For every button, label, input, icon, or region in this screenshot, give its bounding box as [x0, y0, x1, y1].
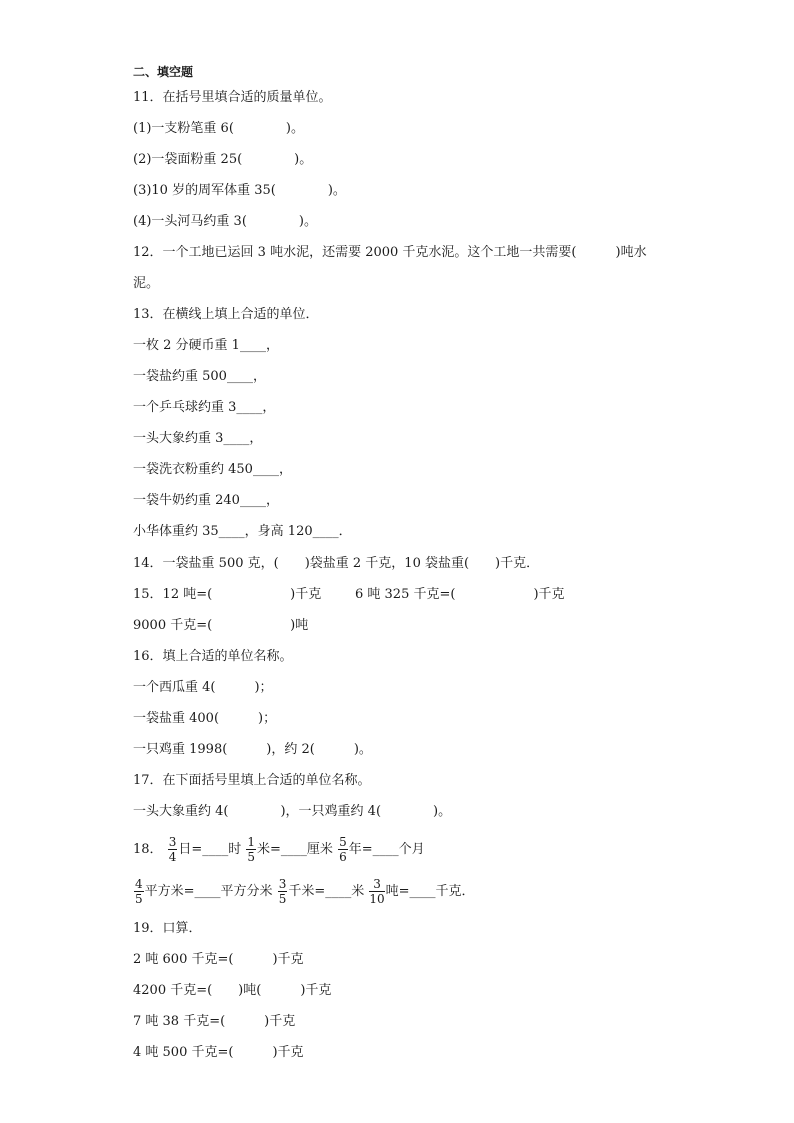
q15-part-b: 6 吨 325 千克=( )千克	[355, 587, 565, 602]
q15-part-a: 15．12 吨=( )千克	[133, 587, 322, 602]
q11-item: (3)10 岁的周军体重 35( )。	[133, 183, 346, 198]
q18-term	[133, 877, 277, 906]
q14-text: 14．一袋盐重 500 克，( )袋盐重 2 千克，10 袋盐重( )千克．	[133, 556, 540, 571]
q15-part-c: 9000 千克=( )吨	[133, 618, 309, 633]
q16-item: 一个西瓜重 4( )；	[133, 680, 273, 695]
q18-term-text: 吨=____千克．	[385, 884, 475, 899]
q11-item: (1)一支粉笔重 6( )。	[133, 121, 304, 136]
q18-term	[167, 835, 246, 864]
q19-stem: 19．口算．	[133, 921, 202, 936]
fraction: $\frac{5}{6}$	[339, 835, 347, 864]
q18-term-text: 千米=____米	[288, 884, 365, 899]
q13-item: 一袋盐约重 500____，	[133, 369, 266, 384]
q13-stem: 13．在横线上填上合适的单位．	[133, 307, 319, 322]
q13-item: 一头大象约重 3____，	[133, 431, 263, 446]
q18-term-text: 平方米=____平方分米	[144, 884, 273, 899]
q18-term-text: 年=____个月	[348, 842, 425, 857]
q18-row2	[133, 872, 475, 912]
q13-item: 一袋洗衣粉重约 450____，	[133, 462, 292, 477]
fraction: $\frac{3}{10}$	[369, 877, 385, 906]
q13-item: 一枚 2 分硬币重 1____，	[133, 338, 279, 353]
q13-item: 一袋牛奶约重 240____，	[133, 493, 279, 508]
q19-item: 4200 千克=( )吨( )千克	[133, 983, 332, 998]
q12-line2: 泥。	[133, 276, 160, 291]
q19-item: 7 吨 38 千克=( )千克	[133, 1014, 296, 1029]
q18-term-text: 日=____时	[178, 842, 242, 857]
q18-term	[368, 877, 475, 906]
fraction: $\frac{4}{5}$	[135, 877, 143, 906]
q16-item: 一只鸡重 1998( )，约 2( )。	[133, 742, 372, 757]
q13-item: 小华体重约 35____，身高 120____．	[133, 524, 352, 539]
q17-stem: 17．在下面括号里填上合适的单位名称。	[133, 773, 371, 788]
fraction: $\frac{3}{4}$	[168, 835, 177, 864]
q19-item: 4 吨 500 千克=( )千克	[133, 1045, 304, 1060]
q16-item: 一袋盐重 400( )；	[133, 711, 277, 726]
q18-row1	[133, 830, 425, 870]
q18-term	[277, 877, 369, 906]
q16-stem: 16．填上合适的单位名称。	[133, 649, 293, 664]
section-title: 二、填空题	[133, 65, 194, 79]
fraction: $\frac{1}{5}$	[247, 835, 256, 864]
q11-item: (2)一袋面粉重 25( )。	[133, 152, 313, 167]
q13-item: 一个乒乓球约重 3____，	[133, 400, 276, 415]
q11-stem: 11．在括号里填合适的质量单位。	[133, 90, 332, 105]
q19-item: 2 吨 600 千克=( )千克	[133, 952, 304, 967]
q18-term	[337, 835, 425, 864]
q11-item: (4)一头河马约重 3( )。	[133, 214, 317, 229]
q12-line1: 12．一个工地已运回 3 吨水泥，还需要 2000 千克水泥。这个工地一共需要( )吨水	[133, 245, 647, 260]
q18-term	[245, 835, 337, 864]
fraction: $\frac{3}{5}$	[278, 877, 287, 906]
q17-line: 一头大象重约 4( )，一只鸡重约 4( )。	[133, 804, 452, 819]
q18-term-text: 米=____厘米	[257, 842, 333, 857]
q18-number: 18．	[133, 842, 163, 857]
